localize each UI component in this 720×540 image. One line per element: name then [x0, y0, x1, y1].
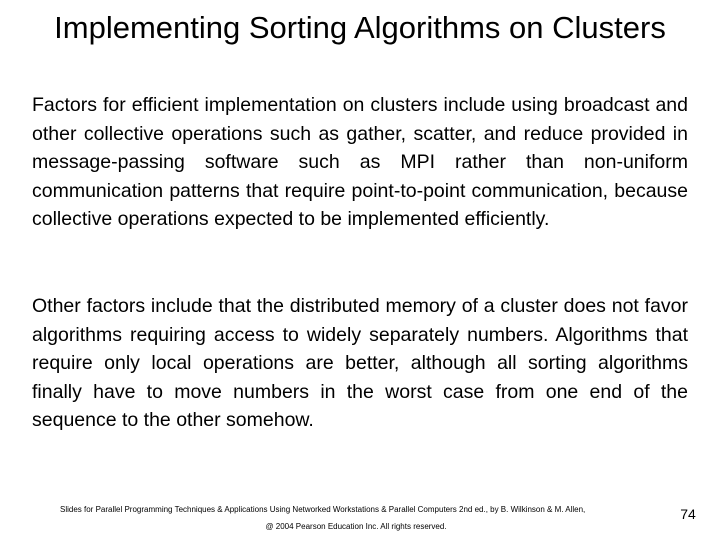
footer-credit: Slides for Parallel Programming Techniques & Applications Using Networked Workstations & Parallel Computers 2nd ed., by B. Wilkinson & M. Allen, — [60, 505, 586, 514]
footer-copyright: @ 2004 Pearson Education Inc. All rights reserved. — [265, 522, 447, 531]
paragraph-distributed-memory: Other factors include that the distributed memory of a cluster does not favor algorithms requiring access to widely separately numbers. Algorithms that require only local operations are better, although all sorting algorithms finally have to move numbers in the worst case from one end of the sequence to the other somehow. — [32, 295, 688, 432]
paragraph-collective-operations: Factors for efficient implementation on clusters include using broadcast and other collective operations such as gather, scatter, and reduce provided in message-passing software such as MPI rather than non-uniform communication patterns that require point-to-point communication, because collective operations expected to be implemented efficiently. — [32, 94, 688, 231]
footer-copyright-container — [0, 522, 720, 532]
slide-title: Implementing Sorting Algorithms on Clusters — [54, 10, 666, 45]
page-number: 74 — [680, 506, 696, 522]
